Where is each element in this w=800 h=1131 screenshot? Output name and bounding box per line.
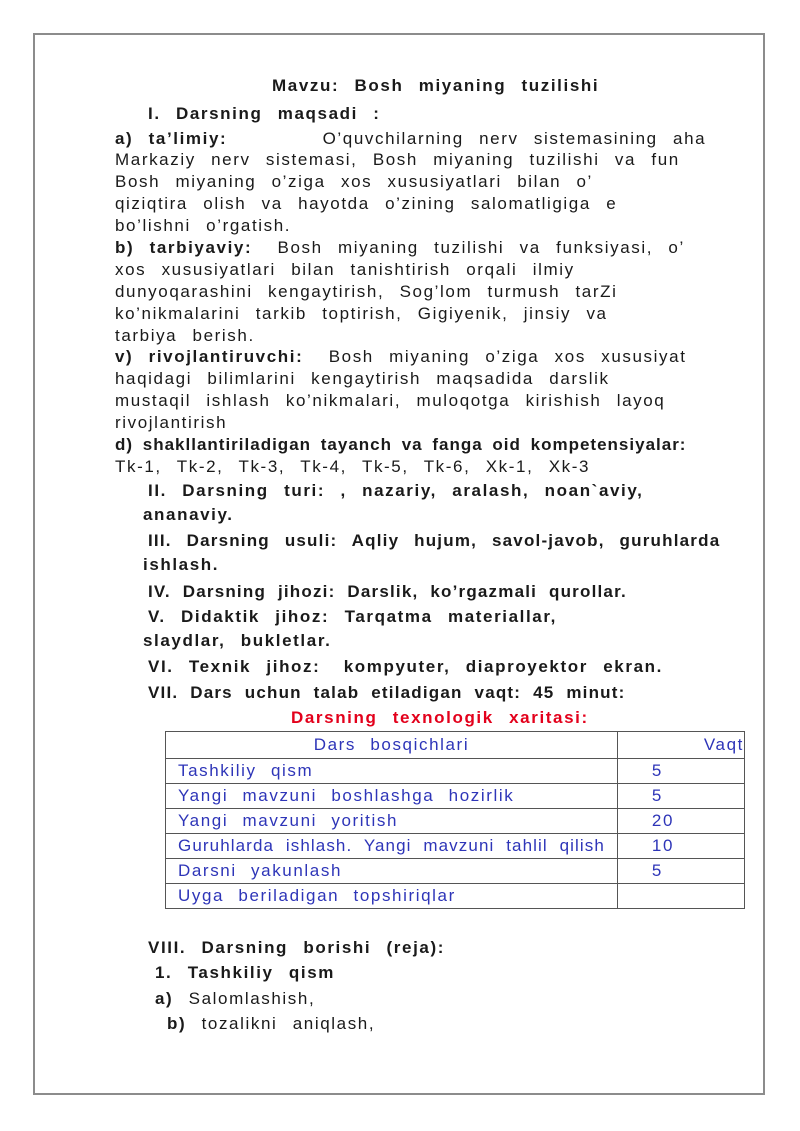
goal-b-line-4: ko’nikmalarini tarkib toptirish, Gigiyenik, jinsiy va: [115, 304, 608, 323]
goals-heading: I. Darsning maqsadi :: [148, 104, 381, 123]
plan-item-1: 1. Tashkiliy qism: [155, 963, 335, 982]
table-row: Tashkiliy qism 5: [166, 759, 745, 784]
table-header-row: [166, 732, 745, 759]
goal-b-line-2: xos xususiyatlari bilan tanishtirish orqali ilmiy: [115, 260, 575, 279]
lesson-type-value-2: ananaviy.: [143, 505, 234, 524]
technical-line: [148, 657, 663, 677]
lesson-equipment-label: IV. Darsning jihozi:: [148, 582, 336, 601]
goal-a-line-5: bo’lishni o’rgatish.: [115, 216, 292, 235]
page-title: Mavzu: Bosh miyaning tuzilishi: [272, 76, 600, 95]
plan-heading: VIII. Darsning borishi (reja):: [148, 938, 445, 957]
lesson-method-value-2: ishlash.: [143, 555, 220, 574]
table-row: Darsni yakunlash 5: [166, 859, 745, 884]
lesson-type-line: [148, 481, 644, 501]
lesson-equipment-value: Darslik, ko’rgazmali qurollar.: [347, 582, 627, 601]
table-row: Guruhlarda ishlash. Yangi mavzuni tahlil qilish 10: [166, 834, 745, 859]
lesson-method-line: [148, 531, 720, 551]
table-row: Uyga beriladigan topshiriqlar: [166, 884, 745, 909]
goal-a-line-1: a) ta’limiy: O’quvchilarning nerv sistemasining aha: [115, 129, 707, 148]
lesson-type-label: II. Darsning turi:: [148, 481, 326, 500]
table-row: Yangi mavzuni yoritish 20: [166, 809, 745, 834]
goal-a-line-3: Bosh miyaning o’ziga xos xususiyatlari bilan o’: [115, 172, 593, 191]
goal-a-label: a) ta’limiy:: [115, 129, 228, 148]
lesson-method-label: III. Darsning usuli:: [148, 531, 338, 550]
time-value: 45 minut:: [533, 683, 626, 702]
goal-b-line-1: b) tarbiyaviy: Bosh miyaning tuzilishi va funksiyasi, o’: [115, 238, 685, 257]
lesson-type-value: , nazariy, aralash, noan`aviy,: [340, 481, 644, 500]
goal-a-line-4: qiziqtira olish va hayotda o’zining salomatligiga e: [115, 194, 618, 213]
didactic-label: V. Didaktik jihoz:: [148, 607, 330, 626]
goal-b-line-3: dunyoqarashini kengaytirish, Sog’lom turmush tarZi: [115, 282, 618, 301]
technical-label: VI. Texnik jihoz:: [148, 657, 321, 676]
header-time: Vaqt: [617, 732, 744, 759]
tech-map-table: [165, 731, 745, 909]
lesson-method-value: Aqliy hujum, savol-javob, guruhlarda: [351, 531, 721, 550]
time-line: [148, 683, 625, 703]
goal-d-label: d) shakllantiriladigan tayanch va fanga oid kompetensiyalar:: [115, 435, 687, 454]
goal-v-line-2: haqidagi bilimlarini kengaytirish maqsadida darslik: [115, 369, 610, 388]
lesson-equipment-line: [148, 582, 627, 602]
goal-b-line-5: tarbiya berish.: [115, 326, 255, 345]
technical-value: kompyuter, diaproyektor ekran.: [343, 657, 663, 676]
plan-item-a: a) Salomlashish,: [155, 989, 316, 1008]
goal-v-label: v) rivojlantiruvchi:: [115, 347, 304, 366]
goal-v-line-3: mustaqil ishlash ko’nikmalari, muloqotga kirishish layoq: [115, 391, 666, 410]
goal-v-line-4: rivojlantirish: [115, 413, 228, 432]
goal-a-line-2: Markaziy nerv sistemasi, Bosh miyaning tuzilishi va fun: [115, 150, 680, 169]
goal-v-line-1: v) rivojlantiruvchi: Bosh miyaning o’ziga xos xususiyat: [115, 347, 687, 366]
didactic-line: [148, 607, 557, 627]
time-label: VII. Dars uchun talab etiladigan vaqt:: [148, 683, 522, 702]
goal-b-label: b) tarbiyaviy:: [115, 238, 253, 257]
table-row: Yangi mavzuni boshlashga hozirlik 5: [166, 784, 745, 809]
plan-item-b: b) tozalikni aniqlash,: [167, 1014, 376, 1033]
didactic-value: Tarqatma materiallar,: [344, 607, 557, 626]
goal-d-line: Tk-1, Tk-2, Tk-3, Tk-4, Tk-5, Tk-6, Xk-1, Xk-3: [115, 457, 591, 476]
header-stage: Dars bosqichlari: [166, 732, 618, 759]
didactic-value-2: slaydlar, bukletlar.: [143, 631, 332, 650]
tech-map-title: Darsning texnologik xaritasi:: [291, 708, 589, 727]
